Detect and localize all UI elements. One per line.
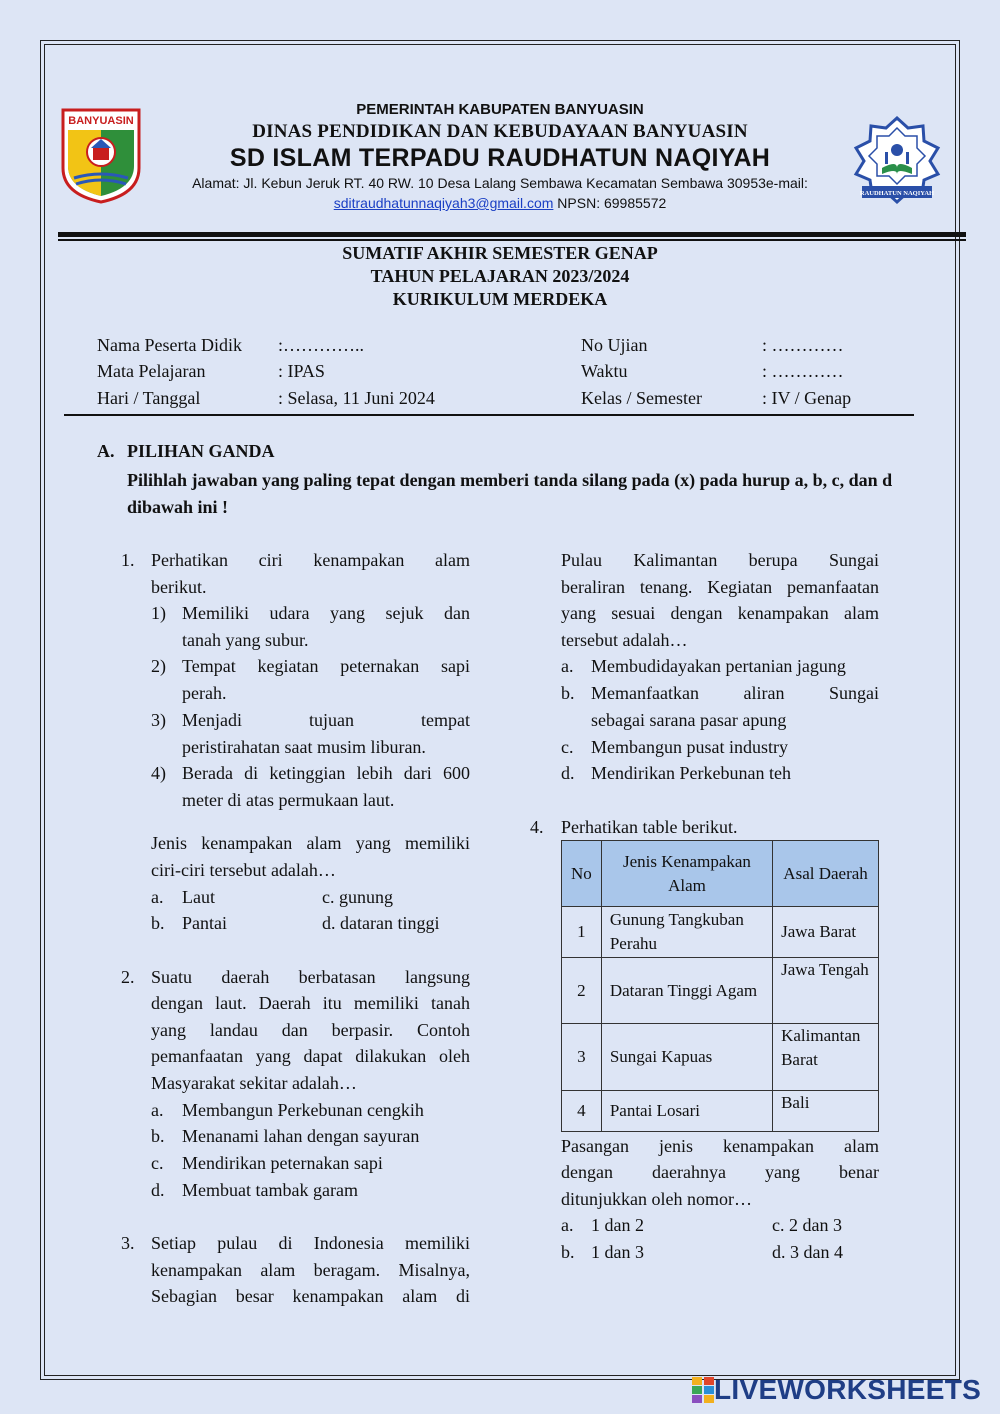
question-text: berikut. — [151, 577, 207, 597]
class-value: : IV / Genap — [762, 388, 852, 408]
list-item-number: 4) — [151, 763, 166, 783]
crest-label: BANYUASIN — [68, 115, 134, 127]
option-b[interactable]: Menanami lahan dengan sayuran — [182, 1126, 420, 1146]
table-row — [562, 1024, 879, 1091]
option-b-continued[interactable]: sebagai sarana pasar apung — [591, 710, 787, 730]
question-number: 1. — [121, 550, 135, 570]
option-a[interactable]: Laut — [182, 887, 215, 907]
academic-year: TAHUN PELAJARAN 2023/2024 — [370, 266, 630, 286]
table-cell-no: 2 — [562, 958, 602, 1024]
option-letter: d. — [151, 1180, 165, 1200]
date-value: : Selasa, 11 Juni 2024 — [278, 388, 435, 408]
option-d[interactable]: Mendirikan Perkebunan teh — [591, 763, 791, 783]
table-cell-asal: Jawa Tengah — [773, 958, 879, 1024]
question-text: Pasangan jenis kenampakan alam — [561, 1136, 879, 1156]
exam-number-label: No Ujian — [581, 335, 648, 355]
list-item-number: 3) — [151, 710, 166, 730]
question-text: tersebut adalah… — [561, 630, 688, 650]
list-item: perah. — [182, 683, 227, 703]
option-b[interactable]: 1 dan 3 — [591, 1242, 644, 1262]
section-heading — [97, 441, 275, 462]
option-a[interactable]: 1 dan 2 — [591, 1215, 644, 1235]
table-cell-jenis: Pantai Losari — [601, 1091, 772, 1132]
section-number: A. — [97, 441, 115, 461]
question-text: Sebagian besar kenampakan alam di — [151, 1286, 470, 1306]
question-text: dengan daerahnya yang benar — [561, 1162, 879, 1182]
school-address: Alamat: Jl. Kebun Jeruk RT. 40 RW. 10 Desa Lalang Sembawa Kecamatan Sembawa 30953e-mail: — [192, 175, 808, 191]
list-item: Memiliki udara yang sejuk dan — [182, 603, 470, 623]
option-letter: a. — [151, 1100, 164, 1120]
subject-label: Mata Pelajaran — [97, 361, 206, 381]
student-name-field[interactable]: :………….. — [278, 335, 365, 355]
data-table — [561, 840, 879, 1132]
question-text: yang sesuai dengan kenampakan alam — [561, 603, 879, 623]
question-text: ciri-ciri tersebut adalah… — [151, 860, 336, 880]
list-item: meter di atas permukaan laut. — [182, 790, 395, 810]
question-number: 4. — [530, 817, 544, 837]
question-text: dengan laut. Daerah itu memiliki tanah — [151, 993, 470, 1013]
exam-number-field[interactable]: : ………… — [762, 335, 844, 355]
question-text: Masyarakat sekitar adalah… — [151, 1073, 357, 1093]
option-b[interactable]: Pantai — [182, 913, 227, 933]
liveworksheets-icon — [692, 1377, 714, 1403]
question-text: kenampakan alam beragam. Misalnya, — [151, 1260, 470, 1280]
header-divider-thick — [58, 232, 966, 237]
option-letter: a. — [561, 656, 574, 676]
question-text: pemanfaatan yang dapat dilakukan oleh — [151, 1046, 470, 1066]
question-text: beraliran tenang. Kegiatan pemanfaatan — [561, 577, 879, 597]
date-label: Hari / Tanggal — [97, 388, 201, 408]
question-text: ditunjukkan oleh nomor… — [561, 1189, 752, 1209]
option-letter: b. — [151, 1126, 165, 1146]
subject-value: : IPAS — [278, 361, 325, 381]
option-d[interactable]: d. 3 dan 4 — [772, 1242, 843, 1262]
class-label: Kelas / Semester — [581, 388, 702, 408]
option-b[interactable]: Memanfaatkan aliran Sungai — [591, 683, 879, 703]
option-letter: c. — [561, 737, 574, 757]
identity-divider — [64, 414, 914, 416]
option-d[interactable]: d. dataran tinggi — [322, 913, 440, 933]
option-c[interactable]: c. 2 dan 3 — [772, 1215, 842, 1235]
list-item: tanah yang subur. — [182, 630, 309, 650]
question-text: Perhatikan ciri kenampakan alam — [151, 550, 470, 570]
table-cell-no: 4 — [562, 1091, 602, 1132]
option-c[interactable]: Membangun pusat industry — [591, 737, 788, 757]
section-instruction: Pilihlah jawaban yang paling tepat dengan memberi tanda silang pada (x) pada hurup a, b, c, dan d dibawah ini ! — [127, 470, 893, 517]
question-text: Jenis kenampakan alam yang memiliki — [151, 833, 470, 853]
table-cell-jenis: Dataran Tinggi Agam — [601, 958, 772, 1024]
table-row — [562, 958, 879, 1024]
option-letter: b. — [561, 1242, 575, 1262]
liveworksheets-logo — [692, 1374, 981, 1406]
list-item-number: 1) — [151, 603, 166, 623]
option-d[interactable]: Membuat tambak garam — [182, 1180, 358, 1200]
question-number: 2. — [121, 967, 135, 987]
option-letter: b. — [561, 683, 575, 703]
question-number: 3. — [121, 1233, 135, 1253]
option-letter: a. — [561, 1215, 574, 1235]
list-item: Menjadi tujuan tempat — [182, 710, 470, 730]
option-letter: b. — [151, 913, 165, 933]
question-text: Setiap pulau di Indonesia memiliki — [151, 1233, 470, 1253]
section-title: PILIHAN GANDA — [127, 441, 275, 461]
time-field[interactable]: : ………… — [762, 361, 844, 381]
student-name-label: Nama Peserta Didik — [97, 335, 242, 355]
question-text: Perhatikan table berikut. — [561, 817, 738, 837]
header-divider-thin — [58, 239, 966, 241]
option-a[interactable]: Membudidayakan pertanian jagung — [591, 656, 846, 676]
liveworksheets-brand: LIVEWORKSHEETS — [714, 1374, 982, 1405]
question-text: Suatu daerah berbatasan langsung — [151, 967, 470, 987]
government-name: PEMERINTAH KABUPATEN BANYUASIN — [356, 101, 644, 118]
table-cell-asal: Jawa Barat — [773, 907, 879, 958]
list-item: peristirahatan saat musim liburan. — [182, 737, 426, 757]
table-row — [562, 907, 879, 958]
table-cell-asal: Kalimantan Barat — [773, 1024, 879, 1091]
option-letter: c. — [151, 1153, 164, 1173]
table-header-jenis: Jenis Kenampakan Alam — [601, 841, 772, 907]
table-cell-asal: Bali — [773, 1091, 879, 1132]
list-item: Berada di ketinggian lebih dari 600 — [182, 763, 470, 783]
email-link[interactable]: sditraudhatunnaqiyah3@gmail.com — [333, 195, 554, 211]
question-text: yang landau dan berpasir. Contoh — [151, 1020, 470, 1040]
table-cell-jenis: Sungai Kapuas — [601, 1024, 772, 1091]
logo-school-label: RAUDHATUN NAQIYAH — [859, 190, 935, 197]
table-header-no: No — [562, 841, 602, 907]
option-c[interactable]: c. gunung — [322, 887, 393, 907]
curriculum: KURIKULUM MERDEKA — [392, 289, 608, 309]
npsn: NPSN: 69985572 — [557, 195, 667, 211]
option-letter: a. — [151, 887, 164, 907]
list-item-number: 2) — [151, 656, 166, 676]
agency-name: DINAS PENDIDIKAN DAN KEBUDAYAAN BANYUASIN — [252, 121, 748, 142]
option-letter: d. — [561, 763, 575, 783]
option-a[interactable]: Membangun Perkebunan cengkih — [182, 1100, 424, 1120]
table-cell-no: 1 — [562, 907, 602, 958]
exam-title: SUMATIF AKHIR SEMESTER GENAP — [342, 243, 658, 263]
school-name: SD ISLAM TERPADU RAUDHATUN NAQIYAH — [229, 144, 771, 172]
table-header-asal: Asal Daerah — [773, 841, 879, 907]
time-label: Waktu — [581, 361, 628, 381]
table-cell-no: 3 — [562, 1024, 602, 1091]
question-text: Pulau Kalimantan berupa Sungai — [561, 550, 879, 570]
option-c[interactable]: Mendirikan peternakan sapi — [182, 1153, 383, 1173]
contact-line — [150, 195, 850, 211]
list-item: Tempat kegiatan peternakan sapi — [182, 656, 470, 676]
table-row — [562, 1091, 879, 1132]
table-cell-jenis: Gunung Tangkuban Perahu — [601, 907, 772, 958]
